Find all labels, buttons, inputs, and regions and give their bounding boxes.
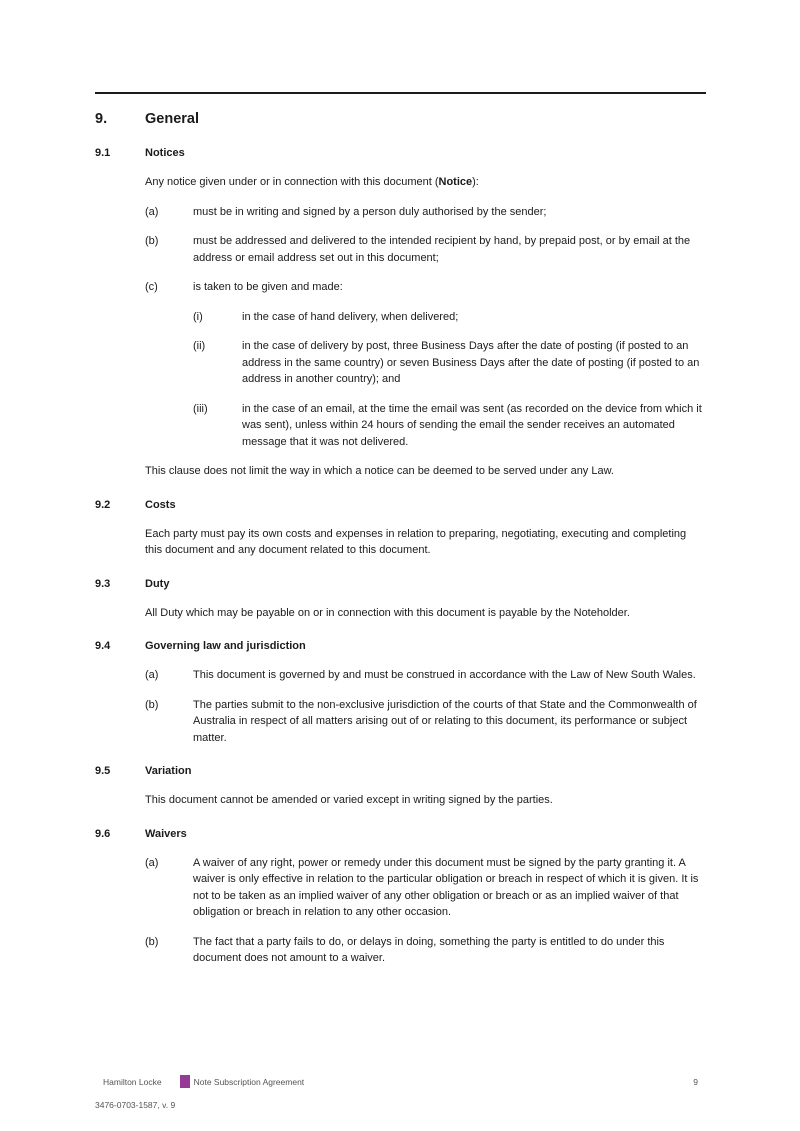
paragraph bbox=[145, 792, 706, 809]
section-title: General bbox=[145, 111, 199, 127]
section-heading bbox=[95, 638, 706, 654]
list-item bbox=[145, 204, 706, 221]
section-number: 9.5 bbox=[95, 765, 111, 777]
section-title: Governing law and jurisdiction bbox=[145, 640, 306, 652]
list-marker: (a) bbox=[145, 669, 159, 681]
text-segment: Notice bbox=[438, 176, 473, 188]
list-item bbox=[145, 855, 706, 921]
list-item bbox=[145, 934, 706, 967]
list-item bbox=[145, 667, 706, 684]
list-item-text: in the case of hand delivery, when delivered; bbox=[242, 310, 459, 323]
footer-doc-title: Note Subscription Agreement bbox=[193, 1076, 305, 1087]
text-segment: Each party must pay its own costs and expenses in relation to preparing, negotiating, executing and completing this document and any document related to this document. bbox=[145, 527, 687, 556]
section-heading bbox=[95, 763, 706, 779]
section-number: 9.2 bbox=[95, 498, 111, 511]
paragraph bbox=[145, 463, 706, 480]
list-item bbox=[193, 338, 706, 388]
list-marker: (b) bbox=[145, 698, 159, 711]
section-title: Variation bbox=[145, 765, 192, 777]
section-heading bbox=[95, 145, 706, 161]
list-item-text: must be addressed and delivered to the intended recipient by hand, by prepaid post, or by email at the address or email address set out in this document; bbox=[193, 235, 691, 264]
list-item bbox=[193, 309, 706, 326]
text-segment: ): bbox=[472, 176, 479, 188]
text-segment: All Duty which may be payable on or in connection with this document is payable by the Noteholder. bbox=[145, 606, 630, 619]
list-marker: (b) bbox=[145, 235, 159, 247]
page-content bbox=[95, 0, 706, 967]
list-item-text: in the case of delivery by post, three Business Days after the date of posting (if posted to an address in the same country) or seven Business Days after the date of posting (if posted to an address in another country); and bbox=[242, 340, 700, 385]
text-segment: This clause does not limit the way in which a notice can be deemed to be served under any Law. bbox=[145, 465, 614, 477]
list-item-text: A waiver of any right, power or remedy under this document must be signed by the party granting it. A waiver is only effective in relation to the particular obligation or breach in respect of which it is given. It is not to be taken as an implied waiver of any other obligation or breach or as an implied waiver of that obligation or breach in relation to any other occasion. bbox=[193, 856, 699, 918]
text-segment: This document cannot be amended or varied except in writing signed by the parties. bbox=[145, 794, 553, 806]
section-heading bbox=[95, 576, 706, 592]
document-body bbox=[95, 111, 706, 967]
list-marker: (ii) bbox=[193, 340, 206, 352]
list-item-text: must be in writing and signed by a person duly authorised by the sender; bbox=[193, 205, 547, 218]
section-title: Waivers bbox=[145, 827, 187, 840]
list-item-text: is taken to be given and made: bbox=[193, 281, 343, 293]
list-item bbox=[193, 401, 706, 451]
list-item-text: The fact that a party fails to do, or delays in doing, something the party is entitled to do under this document does not amount to a waiver. bbox=[193, 935, 665, 964]
section-number: 9.4 bbox=[95, 640, 111, 652]
list-marker: (a) bbox=[145, 205, 159, 218]
section-heading bbox=[95, 497, 706, 513]
list-item bbox=[145, 697, 706, 747]
list-item-text: This document is governed by and must be construed in accordance with the Law of New South Wales. bbox=[193, 669, 696, 681]
header-rule bbox=[95, 92, 706, 94]
section-title: Duty bbox=[145, 577, 170, 590]
section-heading bbox=[95, 111, 706, 128]
page-footer bbox=[95, 1075, 706, 1088]
footer-logo-square bbox=[180, 1075, 190, 1088]
footer-page-number: 9 bbox=[693, 1076, 698, 1087]
list-marker: (iii) bbox=[193, 402, 208, 415]
section-number: 9. bbox=[95, 111, 108, 127]
paragraph bbox=[145, 526, 706, 559]
section-title: Costs bbox=[145, 498, 176, 511]
list-marker: (c) bbox=[145, 281, 158, 293]
text-segment: Any notice given under or in connection with this document ( bbox=[145, 176, 439, 188]
paragraph bbox=[145, 174, 706, 191]
footer-doc-reference: 3476-0703-1587, v. 9 bbox=[95, 1100, 176, 1110]
section-heading bbox=[95, 826, 706, 842]
list-item bbox=[145, 233, 706, 266]
section-number: 9.6 bbox=[95, 827, 111, 840]
section-title: Notices bbox=[145, 147, 185, 159]
list-marker: (a) bbox=[145, 856, 159, 869]
list-marker: (b) bbox=[145, 935, 159, 948]
footer-firm-name: Hamilton Locke bbox=[103, 1076, 162, 1087]
list-marker: (i) bbox=[193, 310, 203, 323]
list-item bbox=[145, 279, 706, 296]
list-item-text: in the case of an email, at the time the email was sent (as recorded on the device from which it was sent), unless within 24 hours of sending the email the sender receives an automated message that it was not delivered. bbox=[242, 402, 702, 448]
list-item-text: The parties submit to the non-exclusive jurisdiction of the courts of that State and the Commonwealth of Australia in respect of all matters arising out of or relating to this document, its performance or subject matter. bbox=[193, 698, 697, 744]
section-number: 9.3 bbox=[95, 577, 111, 590]
paragraph bbox=[145, 605, 706, 622]
section-number: 9.1 bbox=[95, 147, 111, 159]
